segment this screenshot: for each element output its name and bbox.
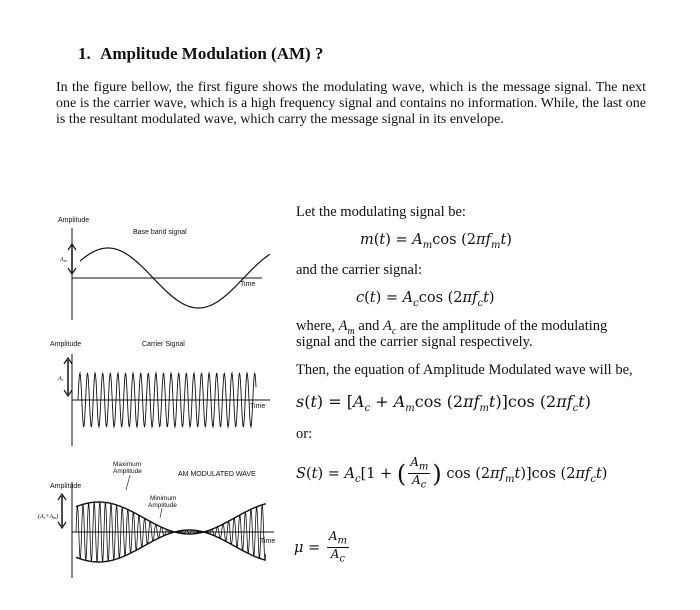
min-amp-pointer	[160, 508, 162, 518]
panel3-min-label-1: Minimum	[150, 495, 177, 502]
panel1-ylabel: Amplitude	[58, 217, 90, 224]
panel1-amp-label: Am	[60, 257, 67, 263]
panel2-xlabel: Time	[250, 403, 266, 410]
modulation-index-equation: μ = $\frac{A_m}{A_c}$	[294, 529, 347, 565]
or-text: or:	[296, 426, 313, 442]
panel1-xlabel: Time	[240, 281, 256, 288]
panel1-title: Base band signal	[133, 229, 187, 236]
let-text: Let the modulating signal be:	[296, 204, 466, 220]
and-carrier-text: and the carrier signal:	[296, 262, 423, 278]
intro-paragraph: In the figure bellow, the first figure shows the modulating wave, which is the message signal. The next one is the carrier wave, which is a high frequency signal and contains no information. While, the last one is the resultant modulated wave, which carry the message signal in its envelope.	[56, 80, 646, 127]
panel3-title: AM MODULATED WAVE	[178, 471, 256, 478]
panel3-ylabel: Amplitude	[50, 483, 82, 490]
where-line-1: where, $A_m$ and $A_c$ are the amplitude of the modulating	[296, 318, 608, 337]
am-equation-normalized: $S(t) = A_c[1$ + ( $\frac{A_m}{A_c}$ ) $\cos (2\pi f_mt)]\cos$ $(2\pi f_ct)$	[296, 455, 608, 491]
am-equation: $s(t) = [A_c + A_m\cos$ $(2\pi f_mt)]\cos$ $(2\pi f_ct)$	[296, 392, 591, 415]
panel3-max-label-1: Maximum	[113, 461, 142, 468]
am-figure	[30, 200, 280, 580]
section-heading	[78, 44, 323, 64]
panel2-ylabel: Amplitude	[50, 341, 82, 348]
section-number: 1.	[78, 44, 91, 63]
section-title: Amplitude Modulation (AM) ?	[100, 44, 324, 63]
carrier-equation: $c(t) = A_c\cos$ $(2\pi f_ct)$	[356, 290, 495, 309]
panel3-amp-label: (Ac+Am)	[38, 514, 59, 520]
panel3-min-label-2: Amplitude	[148, 502, 177, 509]
then-text: Then, the equation of Amplitude Modulated wave will be,	[296, 362, 633, 378]
panel2-amp-label: Ac	[58, 376, 64, 382]
max-amp-pointer	[126, 475, 130, 490]
where-line-2: signal and the carrier signal respectively.	[296, 334, 533, 350]
panel2-title: Carrier Signal	[142, 341, 185, 348]
modulating-equation: $m(t) = A_m\cos$ $(2\pi f_mt)$	[360, 232, 512, 251]
panel3-xlabel: Time	[260, 538, 276, 545]
panel3-max-label-2: Amplitude	[113, 468, 142, 475]
